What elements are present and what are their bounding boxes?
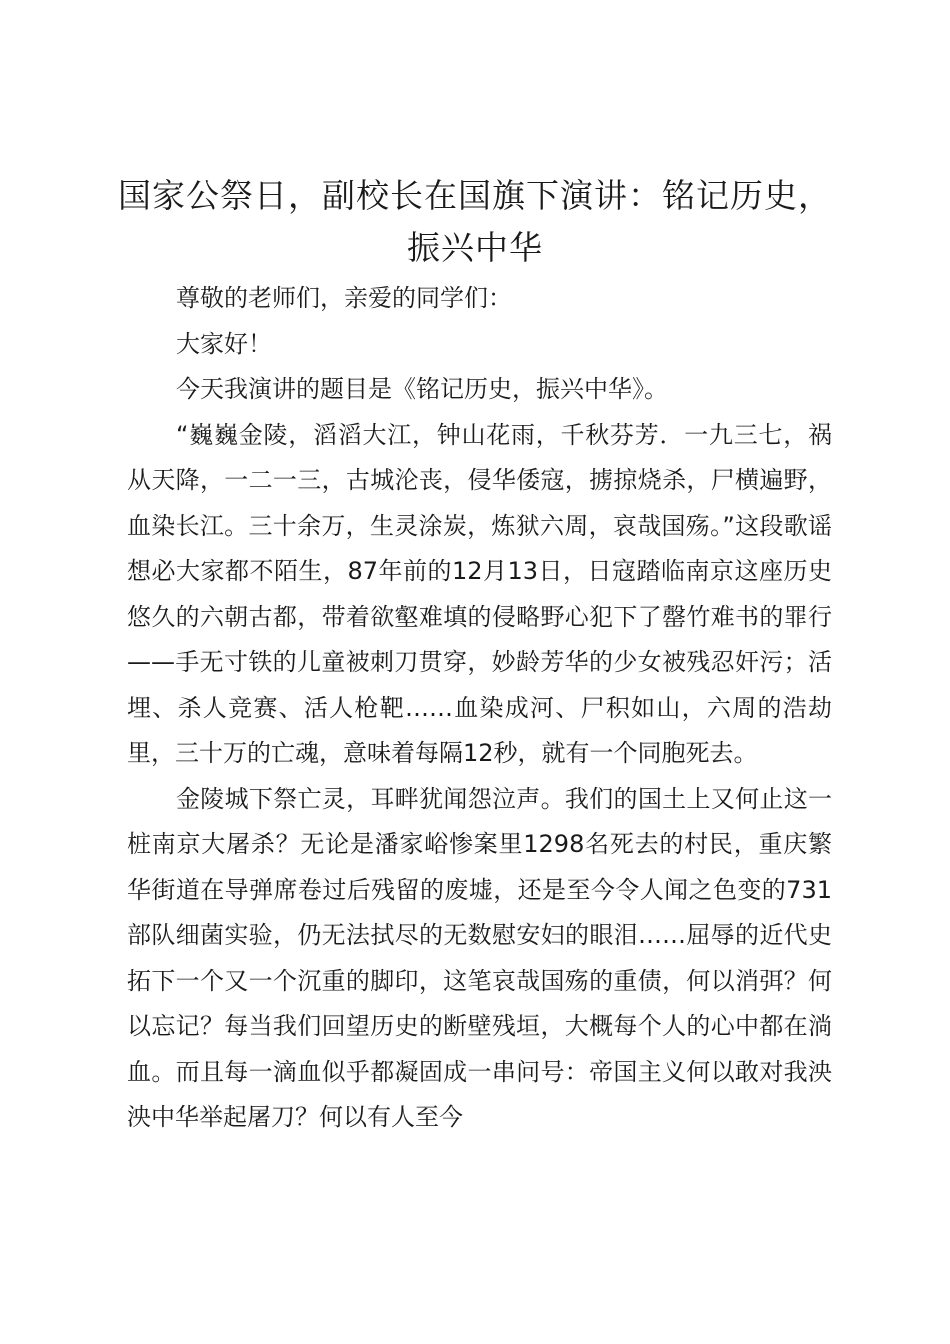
document-body bbox=[127, 276, 832, 1141]
greeting-paragraph: 大家好！ bbox=[176, 329, 272, 358]
body-paragraph: “巍巍金陵，滔滔大江，钟山花雨，千秋芬芳．一九三七，祸从天降，一二一三，古城沦丧，侵华倭寇，掳掠烧杀，尸横遍野，血染长江。三十余万，生灵涂炭，炼狱六周，哀哉国殇。”这段歌谣想必大家都不陌生，87年前的12月13日，日寇踏临南京这座历史悠久的六朝古都，带着欲壑难填的侵略野心犯下了罄竹难书的罪行——手无寸铁的儿童被刺刀贯穿，妙龄芳华的少女被残忍奸污；活埋、杀人竞赛、活人枪靶……血染成河、尸积如山，六周的浩劫里，三十万的亡魂，意味着每隔12秒，就有一个同胞死去。 bbox=[127, 420, 832, 767]
topic-paragraph: 今天我演讲的题目是《铭记历史，振兴中华》。 bbox=[176, 375, 668, 403]
document-title: 国家公祭日，副校长在国旗下演讲：铭记历史，振兴中华 bbox=[118, 176, 832, 267]
salutation-paragraph: 尊敬的老师们，亲爱的同学们： bbox=[176, 284, 512, 312]
body-paragraph: 金陵城下祭亡灵，耳畔犹闻怨泣声。我们的国土上又何止这一桩南京大屠杀？无论是潘家峪惨案里1298名死去的村民，重庆繁华街道在导弹席卷过后残留的废墟，还是至今令人闻之色变的731部队细菌实验，仍无法拭尽的无数慰安妇的眼泪……屈辱的近代史拓下一个又一个沉重的脚印，这笔哀哉国殇的重债，何以消弭？何以忘记？每当我们回望历史的断壁残垣，大概每个人的心中都在淌血。而且每一滴血似乎都凝固成一串问号：帝国主义何以敢对我泱泱中华举起屠刀？何以有人至今 bbox=[127, 784, 832, 1131]
